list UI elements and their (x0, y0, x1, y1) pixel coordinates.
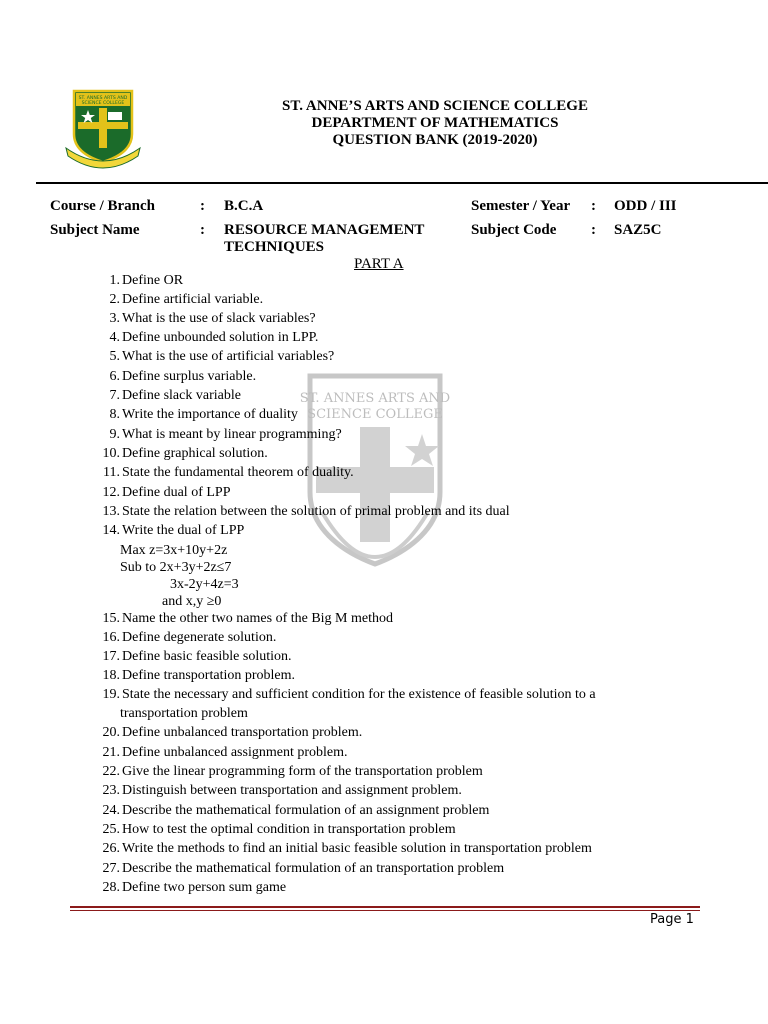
question-item (96, 860, 504, 877)
question-number: 2. (109, 292, 120, 307)
question-item (96, 629, 276, 646)
question-text: Define surplus variable. (122, 369, 257, 384)
document-title: QUESTION BANK (2019-2020) (332, 132, 538, 148)
question-item (96, 821, 456, 838)
question-text: Write the methods to find an initial basic feasible solution in transportation problem (122, 841, 592, 856)
question-number: 26. (102, 841, 120, 856)
question-text: What is meant by linear programming? (122, 427, 342, 442)
question-text: What is the use of artificial variables? (122, 349, 335, 364)
subject-separator: : (200, 222, 205, 238)
question-number: 15. (102, 611, 120, 626)
question-item (96, 724, 362, 741)
question-item (96, 763, 483, 780)
question-number: 27. (102, 861, 120, 876)
college-watermark (282, 372, 468, 594)
question-number: 16. (102, 630, 120, 645)
lpp-objective: Max z=3x+10y+2z (120, 543, 228, 558)
svg-text:ST. ANNES ARTS AND: ST. ANNES ARTS AND (299, 391, 451, 406)
course-value: B.C.A (224, 198, 264, 214)
header-divider (36, 182, 768, 184)
question-number: 11. (103, 465, 120, 480)
footer-divider (70, 906, 700, 908)
question-text: Define basic feasible solution. (122, 649, 292, 664)
question-number: 10. (102, 446, 120, 461)
question-item (96, 484, 230, 501)
question-item (96, 406, 298, 423)
svg-text:ST. ANNES ARTS AND: ST. ANNES ARTS AND (78, 96, 128, 101)
question-item (96, 387, 241, 404)
question-number: 6. (109, 369, 120, 384)
question-number: 3. (109, 311, 120, 326)
question-text: Define OR (122, 273, 184, 288)
question-number: 18. (102, 668, 120, 683)
question-text: How to test the optimal condition in transportation problem (122, 822, 456, 837)
question-number: 14. (102, 523, 120, 538)
lpp-nonnegativity: and x,y ≥0 (162, 594, 222, 609)
question-item (96, 648, 292, 665)
question-text: Define unbalanced assignment problem. (122, 745, 348, 760)
question-item (96, 272, 183, 289)
question-text: Define unbalanced transportation problem. (122, 725, 363, 740)
question-item (96, 291, 263, 308)
department-name: DEPARTMENT OF MATHEMATICS (311, 115, 559, 131)
question-text: Define artificial variable. (122, 292, 264, 307)
question-text: State the fundamental theorem of duality. (122, 465, 354, 480)
question-item (96, 782, 462, 799)
question-number: 8. (109, 407, 120, 422)
lpp-constraint-1: Sub to 2x+3y+2z≤7 (120, 560, 232, 575)
question-text: Name the other two names of the Big M method (122, 611, 393, 626)
course-label: Course / Branch (50, 198, 155, 214)
question-number: 1. (109, 273, 120, 288)
question-item (96, 744, 347, 761)
question-number: 21. (102, 745, 120, 760)
question-text: Define transportation problem. (122, 668, 296, 683)
question-number: 28. (102, 880, 120, 895)
semester-value: ODD / III (614, 198, 677, 214)
footer-divider-thin (70, 910, 700, 911)
question-text: State the relation between the solution of primal problem and its dual (122, 504, 510, 519)
question-text: Define graphical solution. (122, 446, 268, 461)
question-text: Define two person sum game (122, 880, 287, 895)
question-item (96, 503, 510, 520)
question-item (96, 667, 295, 684)
question-item (96, 329, 318, 346)
subject-value-line2: TECHNIQUES (224, 239, 325, 255)
question-number: 20. (102, 725, 120, 740)
course-separator: : (200, 198, 205, 214)
subject-code-value: SAZ5C (614, 222, 662, 238)
question-text: Define dual of LPP (122, 485, 231, 500)
subject-value-line1: RESOURCE MANAGEMENT (224, 222, 425, 238)
question-text: Give the linear programming form of the transportation problem (122, 764, 483, 779)
question-item (96, 426, 342, 443)
svg-text:SCIENCE COLLEGE: SCIENCE COLLEGE (81, 101, 125, 106)
question-item (96, 802, 489, 819)
question-item (96, 464, 354, 481)
question-text: State the necessary and sufficient condition for the existence of feasible solution to a (122, 687, 596, 702)
lpp-constraint-2: 3x-2y+4z=3 (170, 577, 239, 592)
question-text: Write the dual of LPP (122, 523, 245, 538)
question-number: 17. (102, 649, 120, 664)
question-number: 22. (102, 764, 120, 779)
question-number: 25. (102, 822, 120, 837)
college-name: ST. ANNE’S ARTS AND SCIENCE COLLEGE (282, 98, 588, 114)
question-number: 5. (109, 349, 120, 364)
question-text: Write the importance of duality (122, 407, 298, 422)
college-logo (64, 88, 142, 170)
question-text: Define degenerate solution. (122, 630, 277, 645)
question-item (96, 310, 316, 327)
page-number: Page 1 (650, 912, 694, 927)
question-item (96, 879, 286, 896)
question-item (96, 686, 596, 703)
question-text: Describe the mathematical formulation of an transportation problem (122, 861, 505, 876)
semester-label: Semester / Year (471, 198, 571, 214)
question-text: Distinguish between transportation and assignment problem. (122, 783, 462, 798)
question-text-continued: transportation problem (120, 706, 248, 721)
question-item (96, 522, 244, 539)
question-item (96, 445, 268, 462)
question-item (96, 348, 334, 365)
question-text: Describe the mathematical formulation of an assignment problem (122, 803, 490, 818)
question-number: 19. (102, 687, 120, 702)
question-number: 9. (109, 427, 120, 442)
question-text: Define slack variable (122, 388, 241, 403)
question-number: 13. (102, 504, 120, 519)
question-item (96, 840, 592, 857)
subject-code-separator: : (591, 222, 596, 238)
subject-label: Subject Name (50, 222, 140, 238)
question-number: 4. (109, 330, 120, 345)
question-item (96, 368, 256, 385)
question-text: Define unbounded solution in LPP. (122, 330, 319, 345)
question-text: What is the use of slack variables? (122, 311, 316, 326)
question-item (96, 610, 393, 627)
question-number: 23. (102, 783, 120, 798)
question-number: 24. (102, 803, 120, 818)
question-number: 7. (109, 388, 120, 403)
svg-text:SCIENCE COLLEGE: SCIENCE COLLEGE (307, 407, 443, 422)
part-title: PART A (354, 256, 404, 272)
question-number: 12. (102, 485, 120, 500)
semester-separator: : (591, 198, 596, 214)
subject-code-label: Subject Code (471, 222, 557, 238)
